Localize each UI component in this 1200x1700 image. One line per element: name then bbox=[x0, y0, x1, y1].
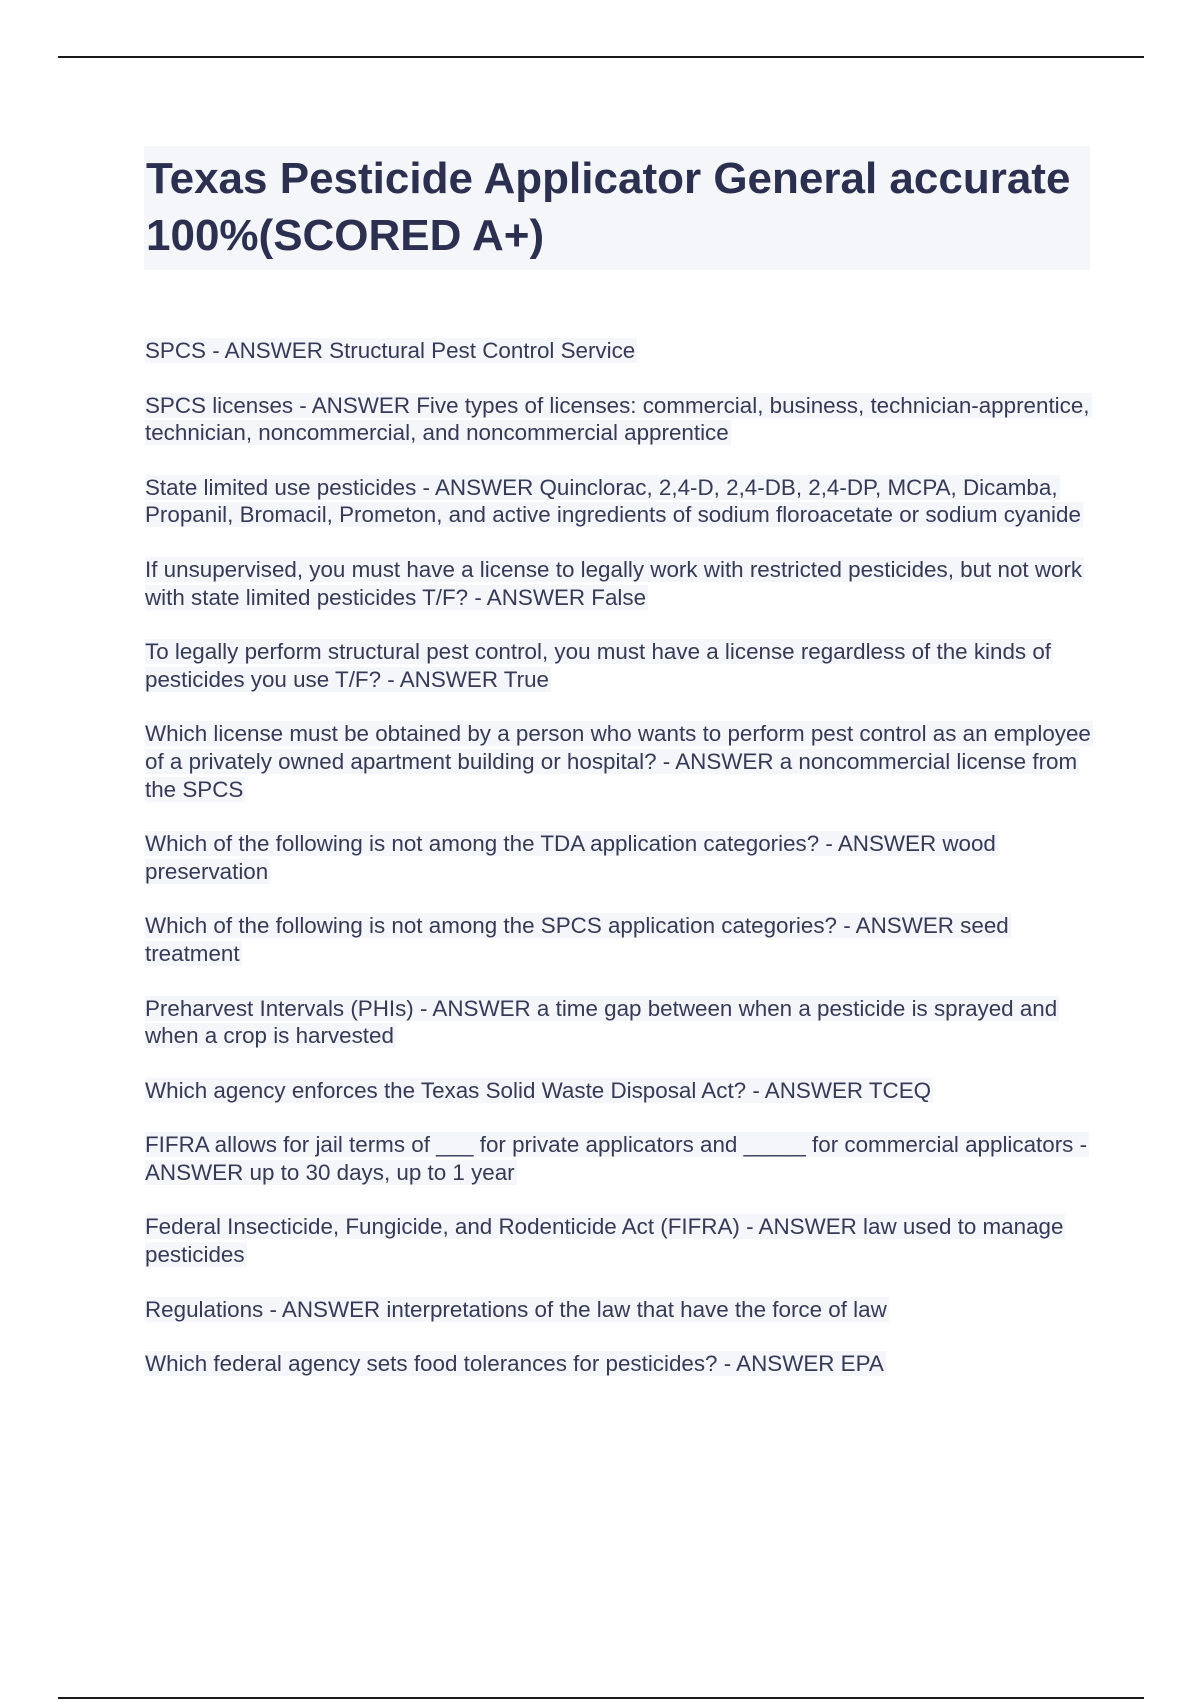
qa-item bbox=[145, 474, 1095, 529]
qa-item bbox=[145, 1213, 1095, 1268]
qa-list bbox=[145, 337, 1095, 1405]
qa-text: Which federal agency sets food tolerances for pesticides? - ANSWER EPA bbox=[145, 1351, 884, 1377]
qa-text: State limited use pesticides - ANSWER Quinclorac, 2,4-D, 2,4-DB, 2,4-DP, MCPA, Dicamba, Propanil, Bromacil, Prometon, and active ingredients of sodium floroacetate or sodium cyanide bbox=[145, 474, 1081, 528]
qa-item bbox=[145, 995, 1095, 1050]
qa-item bbox=[145, 556, 1095, 611]
document-title: Texas Pesticide Applicator General accurate 100%(SCORED A+) bbox=[146, 154, 1071, 260]
qa-text: Which of the following is not among the TDA application categories? - ANSWER wood preservation bbox=[145, 831, 996, 884]
qa-item bbox=[145, 638, 1095, 693]
qa-text: Which of the following is not among the SPCS application categories? - ANSWER seed treatment bbox=[145, 913, 1009, 966]
qa-text: Which license must be obtained by a person who wants to perform pest control as an employee of a privately owned apartment building or hospital? - ANSWER a noncommercial license from the SPCS bbox=[145, 721, 1091, 802]
qa-text: Which agency enforces the Texas Solid Waste Disposal Act? - ANSWER TCEQ bbox=[145, 1077, 932, 1103]
qa-text: Regulations - ANSWER interpretations of the law that have the force of law bbox=[145, 1296, 887, 1322]
qa-text: Preharvest Intervals (PHIs) - ANSWER a time gap between when a pesticide is sprayed and when a crop is harvested bbox=[145, 995, 1058, 1049]
qa-text: Federal Insecticide, Fungicide, and Rodenticide Act (FIFRA) - ANSWER law used to manage pesticides bbox=[145, 1214, 1064, 1268]
qa-text: FIFRA allows for jail terms of ___ for private applicators and _____ for commercial applicators - ANSWER up to 30 days, up to 1 year bbox=[145, 1132, 1088, 1185]
qa-item bbox=[145, 912, 1095, 967]
title-block bbox=[144, 146, 1090, 270]
qa-item bbox=[145, 830, 1095, 885]
qa-item bbox=[145, 1296, 1095, 1324]
top-divider bbox=[58, 56, 1144, 58]
qa-item bbox=[145, 392, 1095, 447]
qa-text: If unsupervised, you must have a license to legally work with restricted pesticides, but not work with state limited pesticides T/F? - ANSWER False bbox=[145, 556, 1083, 610]
qa-text: SPCS licenses - ANSWER Five types of licenses: commercial, business, technician-apprentice, technician, noncommercial, and noncommercial apprentice bbox=[145, 392, 1090, 446]
qa-item bbox=[145, 1131, 1095, 1186]
qa-item bbox=[145, 1350, 1095, 1378]
qa-item bbox=[145, 1077, 1095, 1105]
qa-text: To legally perform structural pest control, you must have a license regardless of the kinds of pesticides you use T/F? - ANSWER True bbox=[145, 639, 1052, 692]
qa-item bbox=[145, 720, 1095, 803]
qa-item bbox=[145, 337, 1095, 365]
bottom-divider bbox=[58, 1697, 1144, 1699]
qa-text: SPCS - ANSWER Structural Pest Control Service bbox=[145, 338, 636, 363]
